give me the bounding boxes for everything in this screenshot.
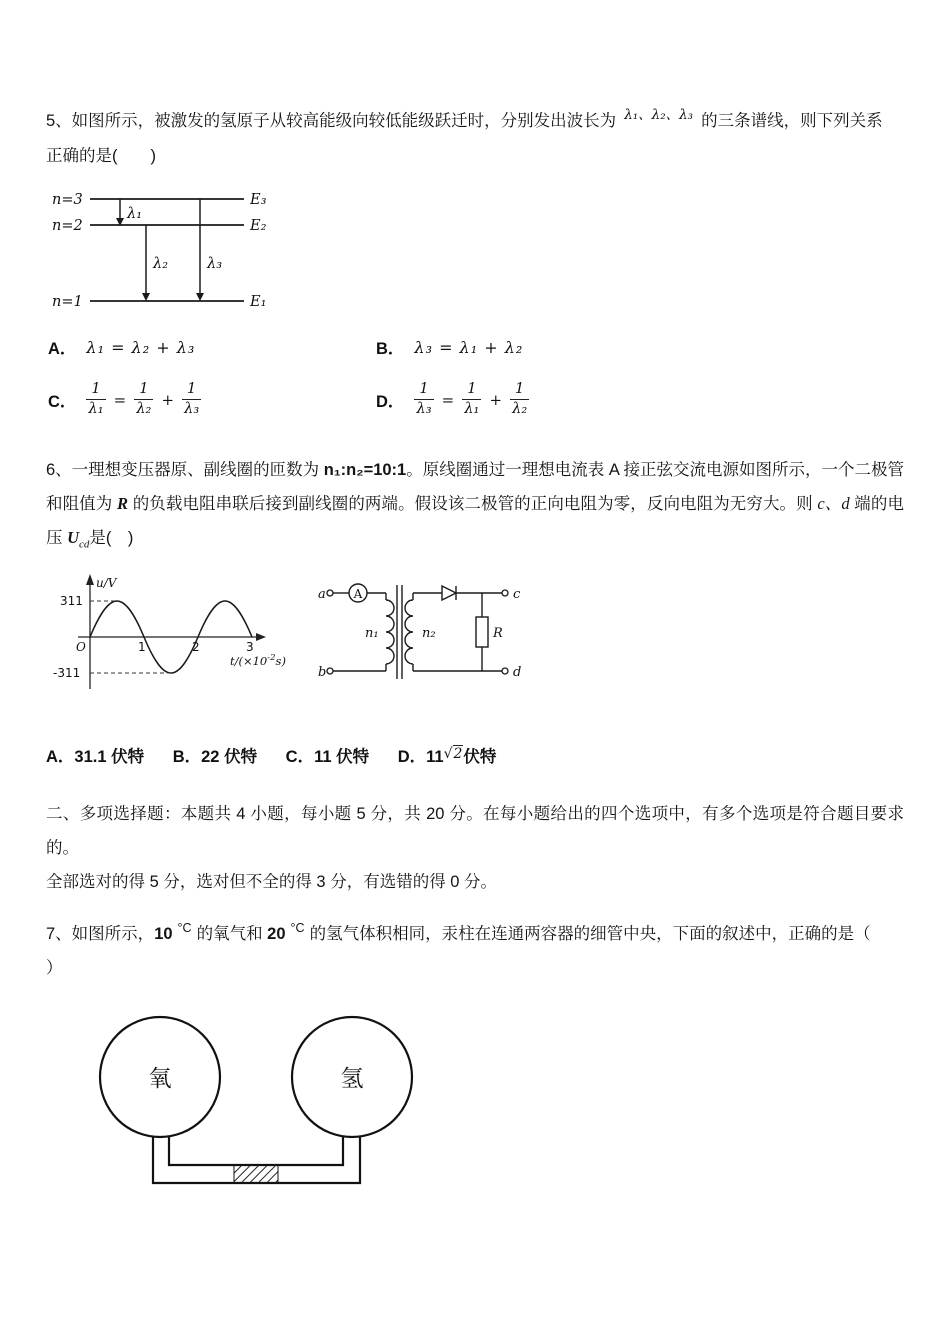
q5-lambda-symbols: λ₁、λ₂、λ₃ xyxy=(624,107,694,123)
terminal-a-label: a xyxy=(318,587,326,603)
option-label-A: A． xyxy=(48,340,77,358)
equals-sign: = xyxy=(113,390,127,409)
option-label-B: B． xyxy=(376,340,405,358)
terminal-b-dot xyxy=(327,668,333,674)
origin-label: O xyxy=(76,640,86,655)
plus-sign: + xyxy=(161,390,175,409)
terminal-d-dot xyxy=(502,668,508,674)
terminal-b-label: b xyxy=(318,665,327,681)
terminal-a-dot xyxy=(327,590,333,596)
q5-stem-text-1: 5、如图所示，被激发的氢原子从较高能级向较低能级跃迁时，分别发出波长为 xyxy=(46,112,617,130)
option-formula-A: λ₁ = λ₂ + λ₃ xyxy=(86,337,196,357)
primary-coil xyxy=(386,600,394,664)
section-2-line2: 全部选对的得 5 分，选对但不全的得 3 分，有选错的得 0 分。 xyxy=(46,873,498,892)
q7-stem-close: ） xyxy=(46,959,63,978)
tube-inner xyxy=(169,1136,343,1165)
section-2-header xyxy=(46,797,904,899)
tick-2: 2 xyxy=(192,640,200,655)
q5-stem-line2: 正确的是( ) xyxy=(46,147,156,165)
q6-stem-text-1: 6、一理想变压器原、副线圈的匝数为 xyxy=(46,460,324,479)
label-n2: n=2 xyxy=(52,218,83,234)
q5-options xyxy=(48,335,904,419)
label-n3: n=3 xyxy=(52,192,83,208)
q5-stem-text-2: 的三条谱线，则下列关系 xyxy=(701,112,883,130)
y-axis-arrow xyxy=(86,574,94,585)
peak-value-label: 311 xyxy=(60,594,83,609)
ammeter-label: A xyxy=(353,587,363,602)
secondary-coil xyxy=(405,600,413,664)
mercury-column xyxy=(234,1165,278,1183)
q6-option-C: C．11 伏特 xyxy=(285,748,370,767)
radical-sign: √ xyxy=(443,746,453,763)
question-5 xyxy=(46,104,904,419)
radicand: 2 xyxy=(453,746,463,763)
fraction: $\frac{1}{\text{λ₃}}$ xyxy=(182,381,201,419)
label-n1: n=1 xyxy=(52,294,83,310)
x-axis-label: $t/(\times 10^{-2}s)$ xyxy=(230,653,286,669)
label-E2: E₂ xyxy=(250,218,267,234)
q6-option-A: A．31.1 伏特 xyxy=(46,748,145,767)
resistor-label: R xyxy=(493,626,503,642)
q6-option-B: B．22 伏特 xyxy=(172,748,258,767)
graph-labels xyxy=(53,576,286,680)
q5-option-D xyxy=(376,381,904,419)
hydrogen-label: 氢 xyxy=(340,1065,364,1092)
equals-sign: = xyxy=(441,390,455,409)
q6-R-symbol: R xyxy=(117,493,129,513)
q6-cd-symbols: c、d xyxy=(817,493,850,513)
trough-value-label: -311 xyxy=(53,666,81,681)
question-7 xyxy=(46,911,904,1207)
fraction: $\frac{1}{\text{λ₁}}$ xyxy=(86,381,105,419)
terminals xyxy=(327,590,508,674)
q5-stem-line1 xyxy=(46,104,904,139)
q7-flasks-diagram xyxy=(60,1007,904,1207)
q6-U-subscript: cd xyxy=(79,538,90,551)
option-formula-B: λ₃ = λ₁ + λ₂ xyxy=(414,337,524,357)
q6-options xyxy=(46,743,904,767)
label-lambda2: λ₂ xyxy=(153,256,169,272)
q6-stem-text-3: 的负载电阻串联后接到副线圈的两端。假设该二极管的正向电阻为零，反向电阻为无穷大。则 xyxy=(128,494,818,513)
label-lambda3: λ₃ xyxy=(207,256,223,272)
arrowhead-3 xyxy=(196,293,204,301)
tick-1: 1 xyxy=(138,640,146,655)
arrowhead-2 xyxy=(142,293,150,301)
resistor-body xyxy=(476,617,488,647)
energy-level-svg xyxy=(48,183,283,323)
q6-stem-text-4: 端的电压 xyxy=(46,494,904,547)
label-lambda1: λ₁ xyxy=(127,206,143,222)
fraction: $\frac{1}{\text{λ₃}}$ xyxy=(414,381,433,419)
q6-turns-ratio: n₁:n₂=10:1 xyxy=(323,460,407,479)
y-axis-label: u/V xyxy=(96,576,117,591)
fraction: $\frac{1}{\text{λ₂}}$ xyxy=(134,381,153,419)
q6-stem xyxy=(46,453,904,561)
section-2-line1: 二、多项选择题：本题共 4 小题，每小题 5 分，共 20 分。在每小题给出的四个选项中，有多个选项是符合题目要求的。 xyxy=(46,805,904,858)
terminal-c-dot xyxy=(502,590,508,596)
terminal-c-label: c xyxy=(513,587,521,603)
q7-stem xyxy=(46,911,904,951)
q6-stem-text-2: 。原线圈通过一理想电流表 A 接正弦交流电源如图所示，一个二极管和阻值为 xyxy=(46,460,904,513)
q7-stem-text-2: 的氧气和 xyxy=(196,925,268,944)
question-6 xyxy=(46,453,904,767)
diode-triangle xyxy=(442,586,456,600)
label-E3: E₃ xyxy=(250,192,267,208)
q6-stem-text-5: 是( ) xyxy=(89,528,134,547)
label-E1: E₁ xyxy=(250,294,267,310)
x-axis-arrow xyxy=(256,633,266,641)
flasks-svg xyxy=(60,1007,445,1207)
flask-labels xyxy=(149,1065,364,1091)
fraction: $\frac{1}{\text{λ₁}}$ xyxy=(462,381,481,419)
q7-stem-text-1: 7、如图所示， xyxy=(46,925,155,944)
q6-option-D: D．$11^{√2}$伏特 xyxy=(397,746,497,767)
sine-wave-graph xyxy=(52,573,292,703)
oxygen-label: 氧 xyxy=(148,1065,172,1092)
q7-stem-text-3: 的氢气体积相同，汞柱在连通两容器的细管中央，下面的叙述中，正确的是（ xyxy=(309,925,871,944)
q5-option-B xyxy=(376,335,904,359)
secondary-turns-label: n₂ xyxy=(422,626,436,642)
q7-temp-2: 20 xyxy=(267,925,286,944)
tick-3: 3 xyxy=(246,640,254,655)
flask-outlines xyxy=(100,1017,412,1183)
q5-option-A xyxy=(48,335,376,359)
q7-temp-1: 10 xyxy=(154,925,173,944)
fraction: $\frac{1}{\text{λ₂}}$ xyxy=(510,381,529,419)
circuit-labels xyxy=(318,587,521,680)
q5-option-C xyxy=(48,381,376,419)
q6-figures xyxy=(52,573,904,703)
option-label-C: C． xyxy=(48,392,77,411)
q7-degree-2: °C xyxy=(290,921,305,936)
q6-U-symbol: U xyxy=(67,527,80,547)
primary-turns-label: n₁ xyxy=(365,626,379,642)
transformer-circuit xyxy=(316,573,526,691)
q5-energy-level-diagram xyxy=(48,183,904,323)
sqrt-expression xyxy=(444,746,464,762)
diagram-labels xyxy=(52,192,267,310)
terminal-d-label: d xyxy=(513,665,522,681)
plus-sign: + xyxy=(489,390,503,409)
energy-levels xyxy=(90,199,244,301)
q7-degree-1: °C xyxy=(177,921,192,936)
option-label-D: D． xyxy=(376,392,405,411)
